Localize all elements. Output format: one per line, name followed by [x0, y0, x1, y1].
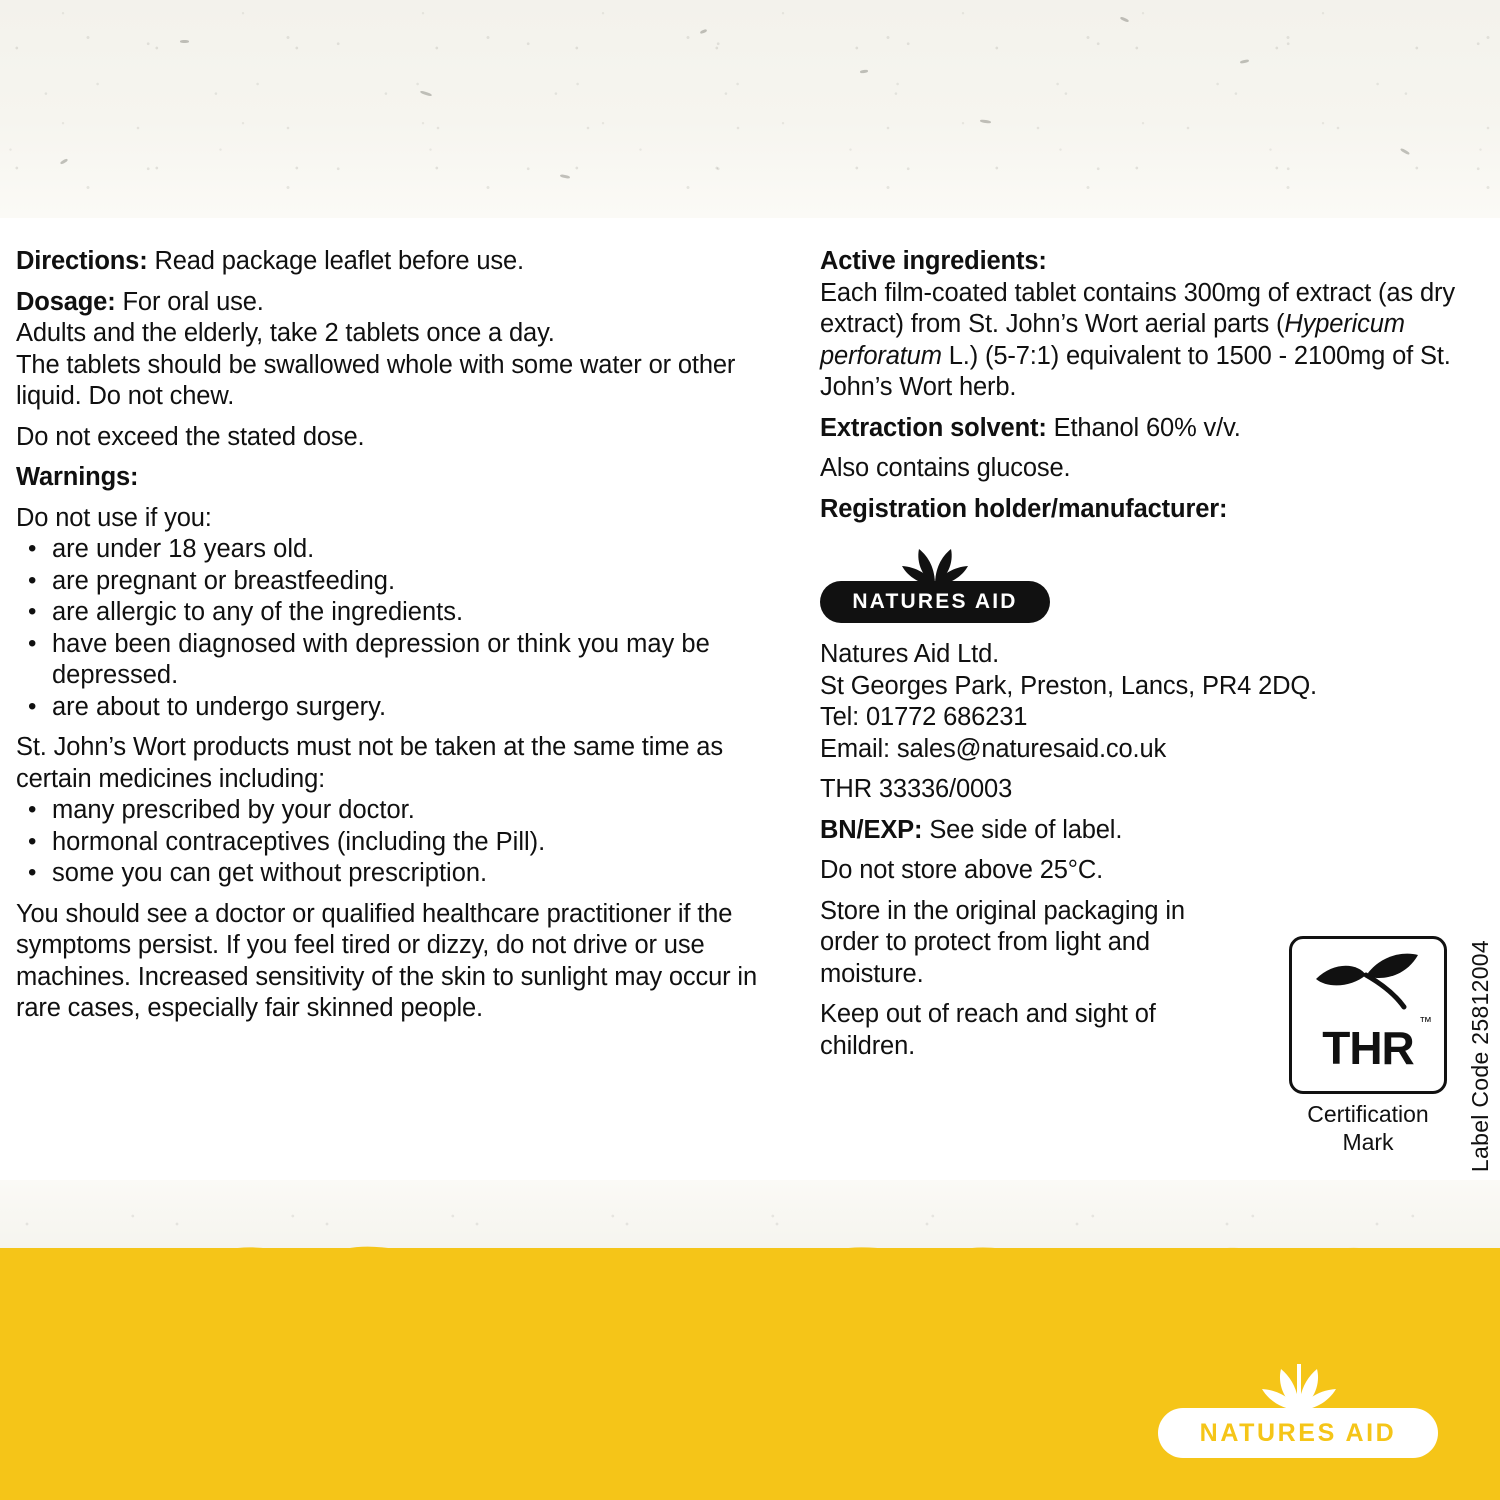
company-email: Email: sales@naturesaid.co.uk — [820, 734, 1167, 763]
dosage-detail-2: The tablets should be swallowed whole with some water or other liquid. Do not chew. — [16, 350, 736, 410]
paper-texture-top — [0, 0, 1500, 218]
registration-heading: Registration holder/manufacturer: — [820, 494, 1228, 523]
storage-temperature: Do not store above 25°C. — [820, 856, 1104, 884]
bnexp-heading: BN/EXP: — [820, 815, 923, 844]
list-item: • are under 18 years old. — [16, 534, 791, 566]
keep-out-of-reach: Keep out of reach and sight of children. — [820, 1000, 1156, 1060]
directions-text: Read package leaflet before use. — [147, 247, 524, 275]
thr-number: THR 33336/0003 — [820, 775, 1013, 803]
active-ingredients-part1: Each film-coated tablet contains 300mg of extract (as dry extract) from St. John’s Wort aerial parts ( — [820, 278, 1455, 338]
natures-aid-logo — [820, 535, 1050, 627]
natures-aid-footer-text: NATURES AID — [1199, 1418, 1397, 1447]
storage-packaging: Store in the original packaging in order to protect from light and moisture. — [820, 896, 1185, 988]
active-ingredients-latin-name: Hypericum perforatum — [820, 310, 1405, 370]
dosage-line — [16, 287, 791, 319]
thr-leaf-icon — [1308, 949, 1428, 1011]
company-address: St Georges Park, Preston, Lancs, PR4 2DQ. — [820, 671, 1317, 700]
list-item: • are allergic to any of the ingredients. — [16, 597, 791, 629]
label-content — [0, 218, 1500, 1180]
list-item: • are about to undergo surgery. — [16, 692, 791, 724]
extraction-solvent-line — [820, 413, 1480, 445]
active-ingredients-text — [820, 278, 1480, 404]
natures-aid-wordmark — [820, 581, 1050, 623]
thr-mark-box — [1289, 936, 1447, 1094]
list-item: • hormonal contraceptives (including the Pill). — [16, 827, 791, 859]
thr-certification-mark — [1284, 936, 1452, 1156]
do-not-use-intro: Do not use if you: — [16, 503, 212, 532]
thr-mark-text: THR — [1322, 1022, 1414, 1074]
dosage-heading: Dosage: — [16, 287, 116, 316]
do-not-use-bullet-list — [16, 534, 791, 723]
directions-line — [16, 246, 791, 278]
bnexp-line — [820, 815, 1480, 847]
extraction-solvent-heading: Extraction solvent: — [820, 413, 1047, 442]
list-item: • some you can get without prescription. — [16, 858, 791, 890]
dosage-text: For oral use. — [115, 287, 264, 316]
extraction-solvent-text: Ethanol 60% v/v. — [1046, 413, 1241, 442]
leaf-icon — [1244, 1352, 1354, 1410]
list-item: • are pregnant or breastfeeding. — [16, 566, 791, 598]
company-name: Natures Aid Ltd. — [820, 640, 1000, 668]
do-not-exceed-line: Do not exceed the stated dose. — [16, 422, 365, 451]
dosage-detail-1: Adults and the elderly, take 2 tablets once a day. — [16, 319, 555, 347]
yellow-footer — [0, 1248, 1500, 1500]
interaction-intro: St. John’s Wort products must not be taken at the same time as certain medicines including: — [16, 733, 723, 793]
company-telephone: Tel: 01772 686231 — [820, 703, 1028, 731]
thr-mark-caption: Certification Mark — [1307, 1101, 1429, 1155]
warnings-heading: Warnings: — [16, 463, 139, 491]
directions-heading: Directions: — [16, 247, 148, 275]
leaf-icon — [886, 535, 984, 585]
also-contains-line: Also contains glucose. — [820, 454, 1071, 482]
closing-paragraph: You should see a doctor or qualified healthcare practitioner if the symptoms persist. If you feel tired or dizzy, do not drive or use machines. Increased sensitivity of the skin to sunlight may occur in rare cases, especially fair skinned people. — [16, 899, 757, 1022]
list-item: • have been diagnosed with depression or think you may be depressed. — [16, 629, 791, 692]
list-item: • many prescribed by your doctor. — [16, 795, 791, 827]
natures-aid-footer-logo — [1158, 1352, 1438, 1470]
interaction-bullet-list — [16, 795, 791, 890]
label-code: Label Code 25812004 — [1467, 939, 1493, 1172]
bnexp-text: See side of label. — [922, 815, 1123, 844]
natures-aid-wordmark-text: NATURES AID — [852, 590, 1018, 613]
natures-aid-footer-wordmark — [1158, 1408, 1438, 1458]
active-ingredients-part2: L.) (5-7:1) equivalent to 1500 - 2100mg of St. John’s Wort herb. — [820, 341, 1451, 401]
left-column — [16, 246, 791, 1034]
active-ingredients-heading: Active ingredients: — [820, 247, 1047, 275]
thr-trademark-symbol: ™ — [1419, 1014, 1432, 1029]
